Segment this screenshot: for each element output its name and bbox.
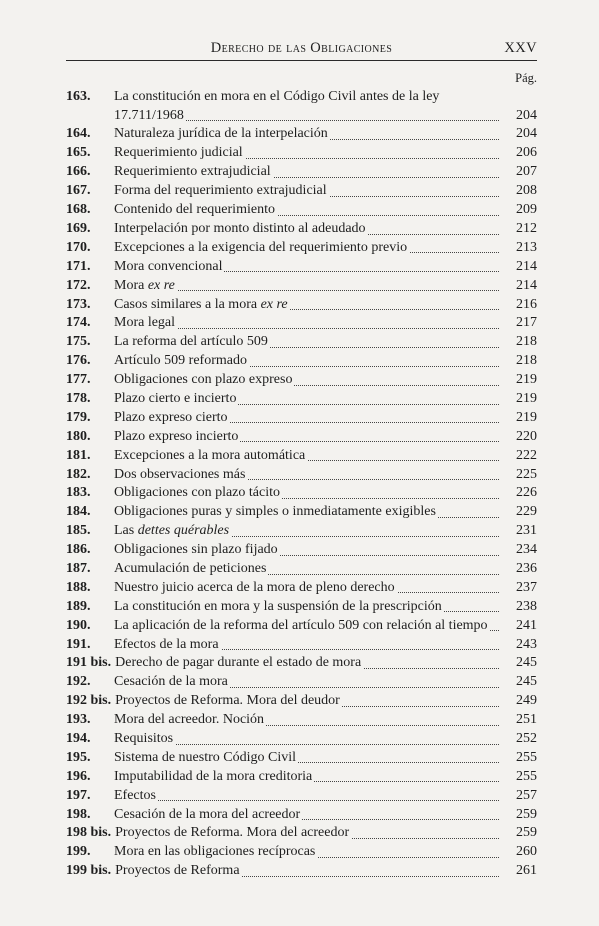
toc-entry (66, 182, 537, 201)
page-column-label: Pág. (515, 71, 537, 85)
entry-page-number: 249 (516, 693, 537, 709)
entry-title (114, 618, 490, 633)
toc-entry (66, 749, 537, 768)
entry-page-number: 255 (516, 768, 537, 784)
entry-text: Plazo expreso incierto (114, 428, 239, 444)
entry-page-number: 252 (516, 730, 537, 746)
entry-page-number: 204 (516, 107, 537, 123)
entry-text: Obligaciones puras y simples o inmediatamente exigibles (114, 504, 436, 520)
entry-title (114, 599, 444, 614)
entry-title (114, 674, 230, 689)
entry-page-number: 261 (516, 863, 537, 879)
entry-page-number: 214 (516, 277, 537, 293)
entry-title (114, 240, 409, 255)
entry-number: 178. (66, 390, 91, 406)
entry-page-number: 260 (516, 844, 537, 860)
entry-page-number: 237 (516, 579, 537, 595)
entry-title (114, 637, 221, 652)
entry-number: 172. (66, 277, 91, 293)
entry-page-number: 219 (516, 409, 537, 425)
entry-text: Acumulación de peticiones (114, 560, 267, 576)
entry-title (114, 353, 249, 368)
entry-page-number: 259 (516, 806, 537, 822)
entry-number: 170. (66, 239, 91, 255)
entry-title (66, 825, 351, 840)
entry-page-number: 236 (516, 560, 537, 576)
entry-number: 180. (66, 428, 91, 444)
entry-text: Cesación de la mora (114, 674, 228, 690)
entry-title (114, 334, 270, 349)
entry-page-number: 219 (516, 390, 537, 406)
entry-number: 188. (66, 579, 91, 595)
entry-number: 191 bis. (66, 655, 112, 671)
entry-number: 177. (66, 372, 91, 388)
entry-text: Plazo expreso cierto (114, 409, 228, 425)
entry-number: 183. (66, 485, 91, 501)
entry-text: Las (114, 523, 135, 539)
entry-page-number: 213 (516, 239, 537, 255)
entry-number: 176. (66, 353, 91, 369)
entry-number: 171. (66, 258, 91, 274)
entry-page-number: 225 (516, 466, 537, 482)
entry-text: Excepciones a la exigencia del requerimiento previo (114, 239, 408, 255)
entry-page-number: 209 (516, 202, 537, 218)
entry-text: Imputabilidad de la mora creditoria (114, 768, 313, 784)
toc-entry (66, 692, 537, 711)
entry-number: 195. (66, 749, 91, 765)
toc-entry (66, 484, 537, 503)
entry-title (114, 542, 280, 557)
entry-text: Excepciones a la mora automática (114, 447, 306, 463)
entry-number: 191. (66, 636, 91, 652)
entry-text: Cesación de la mora del acreedor (114, 806, 301, 822)
entry-title (114, 448, 307, 463)
toc-entry (66, 617, 537, 636)
entry-page-number: 206 (516, 145, 537, 161)
entry-text: Proyectos de Reforma. Mora del acreedor (115, 825, 350, 841)
entry-number: 199. (66, 844, 91, 860)
entry-text: Requerimiento extrajudicial (114, 164, 271, 180)
entry-page-number: 207 (516, 164, 537, 180)
entry-number: 187. (66, 560, 91, 576)
entry-italic-term: ex re (147, 277, 175, 293)
toc-entry (66, 239, 537, 258)
toc-entry (66, 636, 537, 655)
entry-text: La aplicación de la reforma del artículo 509 con relación al tiempo (114, 617, 488, 633)
toc-entry (66, 673, 537, 692)
entry-number: 198 bis. (66, 825, 112, 841)
entry-title (66, 655, 363, 670)
entry-number: 167. (66, 183, 91, 199)
entry-page-number: 255 (516, 749, 537, 765)
entry-page-number: 229 (516, 504, 537, 520)
toc-entry (66, 598, 537, 617)
entry-number: 198. (66, 806, 91, 822)
entry-page-number: 257 (516, 787, 537, 803)
entry-number: 189. (66, 598, 91, 614)
entry-title (114, 221, 368, 236)
toc-entry (66, 787, 537, 806)
entry-text: Sistema de nuestro Código Civil (114, 749, 296, 765)
entry-title (114, 126, 330, 141)
entry-text: Obligaciones sin plazo fijado (114, 542, 278, 558)
entry-text: Proyectos de Reforma (115, 863, 240, 879)
entry-number: 169. (66, 220, 91, 236)
toc-entry (66, 730, 537, 749)
entry-italic-term: ex re (260, 296, 288, 312)
entry-title (114, 467, 247, 482)
entry-text: Derecho de pagar durante el estado de mora (115, 655, 362, 671)
entry-number: 199 bis. (66, 863, 112, 879)
entry-page-number: 226 (516, 485, 537, 501)
entry-title (114, 202, 277, 217)
entry-page-number: 241 (516, 617, 537, 633)
entry-number: 181. (66, 447, 91, 463)
entry-text: La constitución en mora en el Código Civil antes de la ley 17.711/1968 (114, 89, 440, 123)
entry-page-number: 259 (516, 825, 537, 841)
entry-title (114, 259, 224, 274)
entry-italic-term: dettes quérables (137, 523, 230, 539)
entry-number: 182. (66, 466, 91, 482)
entry-number: 197. (66, 787, 91, 803)
entry-text: Interpelación por monto distinto al adeudado (114, 220, 366, 236)
entry-page-number: 245 (516, 674, 537, 690)
entry-page-number: 204 (516, 126, 537, 142)
entry-page-number: 216 (516, 296, 537, 312)
toc-entry (66, 371, 537, 390)
running-header (66, 40, 537, 61)
running-title: Derecho de las Obligaciones (210, 40, 393, 56)
entry-title (66, 693, 342, 708)
toc-entry (66, 654, 537, 673)
entry-text: Mora convencional (114, 258, 223, 274)
toc-entry (66, 466, 537, 485)
entry-text: Mora (114, 277, 145, 293)
entry-page-number: 222 (516, 447, 537, 463)
toc-entry (66, 428, 537, 447)
entry-title (114, 712, 266, 727)
entry-text: Requisitos (114, 730, 174, 746)
toc-entry (66, 843, 537, 862)
toc-entry (66, 768, 537, 787)
entry-page-number: 214 (516, 258, 537, 274)
toc-entry (66, 541, 537, 560)
entry-text: Obligaciones con plazo expreso (114, 372, 293, 388)
entry-page-number: 208 (516, 183, 537, 199)
entry-text: Artículo 509 reformado (114, 353, 247, 369)
toc-entry (66, 447, 537, 466)
entry-title (114, 278, 177, 293)
toc-entry (66, 220, 537, 239)
entry-title (114, 410, 230, 425)
entry-number: 165. (66, 145, 91, 161)
entry-number: 179. (66, 409, 91, 425)
entry-text: Mora del acreedor. Noción (114, 712, 265, 728)
entry-text: La reforma del artículo 509 (114, 334, 268, 350)
entry-title (114, 391, 238, 406)
entry-page-number: 217 (516, 315, 537, 331)
entry-number: 193. (66, 712, 91, 728)
toc-entry (66, 579, 537, 598)
entry-page-number: 234 (516, 542, 537, 558)
entry-number: 164. (66, 126, 91, 142)
entry-title (114, 844, 317, 859)
entry-title (114, 580, 397, 595)
entry-text: Mora legal (114, 315, 176, 331)
entry-number: 168. (66, 202, 91, 218)
entry-number: 192. (66, 674, 91, 690)
toc-entry (66, 201, 537, 220)
entry-text: Obligaciones con plazo tácito (114, 485, 280, 501)
entry-title (114, 145, 245, 160)
entry-number: 184. (66, 504, 91, 520)
entry-text: Efectos de la mora (114, 636, 219, 652)
entry-title (114, 731, 175, 746)
entry-page-number: 243 (516, 636, 537, 652)
entry-text: Dos observaciones más (114, 466, 246, 482)
entry-page-number: 219 (516, 372, 537, 388)
entry-page-number: 238 (516, 598, 537, 614)
entry-number: 173. (66, 296, 91, 312)
toc-entry (66, 390, 537, 409)
entry-number: 185. (66, 523, 91, 539)
roman-page-number: XXV (504, 40, 537, 56)
entry-page-number: 212 (516, 220, 537, 236)
toc-entry (66, 824, 537, 843)
entry-page-number: 245 (516, 655, 537, 671)
entry-text: Naturaleza jurídica de la interpelación (114, 126, 328, 142)
entry-title (114, 769, 314, 784)
toc-entry (66, 277, 537, 296)
entry-title (114, 315, 177, 330)
entry-text: Requerimiento judicial (114, 145, 243, 161)
entry-title (114, 788, 158, 803)
entry-title (114, 523, 231, 538)
toc-entry (66, 258, 537, 277)
entry-title (114, 297, 290, 312)
toc-entry (66, 352, 537, 371)
entry-text: Plazo cierto e incierto (114, 390, 237, 406)
toc-entry (66, 409, 537, 428)
table-of-contents (66, 88, 537, 881)
entry-title (114, 372, 294, 387)
entry-title (66, 863, 242, 878)
entry-page-number: 220 (516, 428, 537, 444)
entry-number: 174. (66, 315, 91, 331)
toc-entry (66, 560, 537, 579)
entry-number: 166. (66, 164, 91, 180)
entry-number: 163. (66, 89, 91, 104)
entry-text: La constitución en mora y la suspensión de la prescripción (114, 598, 442, 614)
entry-text: Proyectos de Reforma. Mora del deudor (115, 693, 340, 709)
entry-text: Nuestro juicio acerca de la mora de pleno derecho (114, 579, 395, 595)
toc-entry (66, 711, 537, 730)
toc-entry (66, 806, 537, 825)
entry-text: Forma del requerimiento extrajudicial (114, 183, 327, 199)
entry-text: Casos similares a la mora (114, 296, 258, 312)
entry-title (114, 89, 439, 123)
entry-number: 175. (66, 334, 91, 350)
entry-text: Efectos (114, 787, 156, 803)
toc-entry (66, 144, 537, 163)
toc-entry (66, 522, 537, 541)
toc-entry (66, 125, 537, 144)
entry-number: 190. (66, 617, 91, 633)
entry-number: 196. (66, 768, 91, 784)
entry-page-number: 231 (516, 523, 537, 539)
entry-page-number: 251 (516, 712, 537, 728)
entry-title (114, 164, 273, 179)
entry-title (114, 485, 282, 500)
toc-entry (66, 163, 537, 182)
entry-text: Mora en las obligaciones recíprocas (114, 844, 316, 860)
toc-entry (66, 862, 537, 881)
entry-title (114, 750, 298, 765)
entry-number: 192 bis. (66, 693, 112, 709)
entry-title (114, 561, 268, 576)
entry-number: 186. (66, 542, 91, 558)
entry-title (114, 504, 438, 519)
toc-entry (66, 88, 537, 125)
toc-entry (66, 333, 537, 352)
dot-leader (114, 800, 499, 801)
toc-entry (66, 296, 537, 315)
entry-title (114, 183, 329, 198)
entry-title (114, 807, 302, 822)
toc-entry (66, 503, 537, 522)
entry-text: Contenido del requerimiento (114, 202, 275, 218)
toc-entry (66, 314, 537, 333)
entry-page-number: 218 (516, 353, 537, 369)
entry-number: 194. (66, 730, 91, 746)
entry-page-number: 218 (516, 334, 537, 350)
entry-title (114, 429, 240, 444)
